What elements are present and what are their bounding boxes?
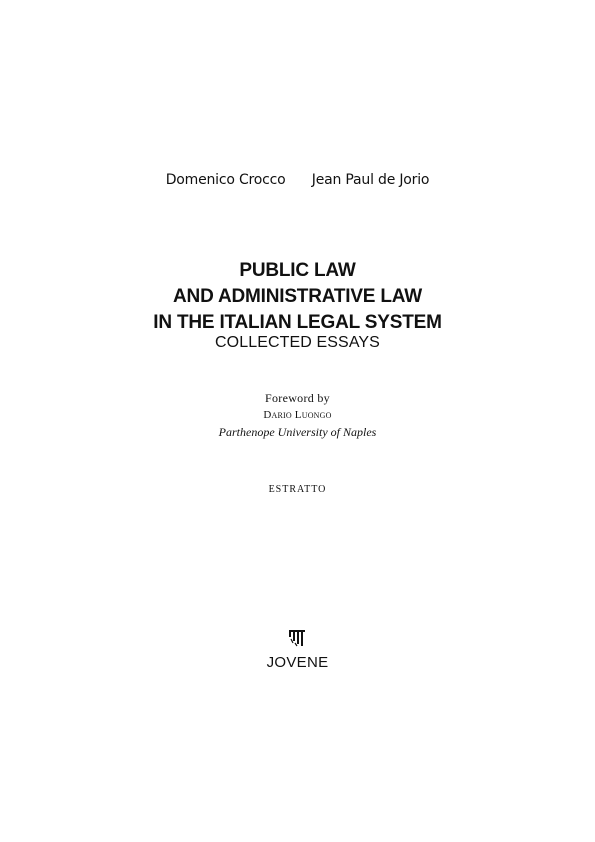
foreword-author: Dario Luongo bbox=[263, 409, 332, 421]
publisher-name: JOVENE bbox=[266, 654, 329, 671]
estratto-label: ESTRATTO bbox=[268, 484, 327, 495]
author-name: Domenico Crocco bbox=[165, 172, 286, 188]
author-name: Jean Paul de Jorio bbox=[311, 172, 430, 188]
foreword bbox=[0, 390, 595, 441]
foreword-affiliation: Parthenope University of Naples bbox=[218, 425, 377, 439]
foreword-label: Foreword by bbox=[265, 391, 330, 405]
title-line: AND ADMINISTRATIVE LAW bbox=[173, 286, 422, 307]
jovene-logo-icon bbox=[288, 629, 306, 647]
authors bbox=[0, 172, 595, 188]
book-subtitle: COLLECTED ESSAYS bbox=[215, 334, 380, 351]
book-title bbox=[0, 258, 595, 336]
title-line: PUBLIC LAW bbox=[239, 260, 356, 281]
title-line: IN THE ITALIAN LEGAL SYSTEM bbox=[153, 312, 442, 333]
